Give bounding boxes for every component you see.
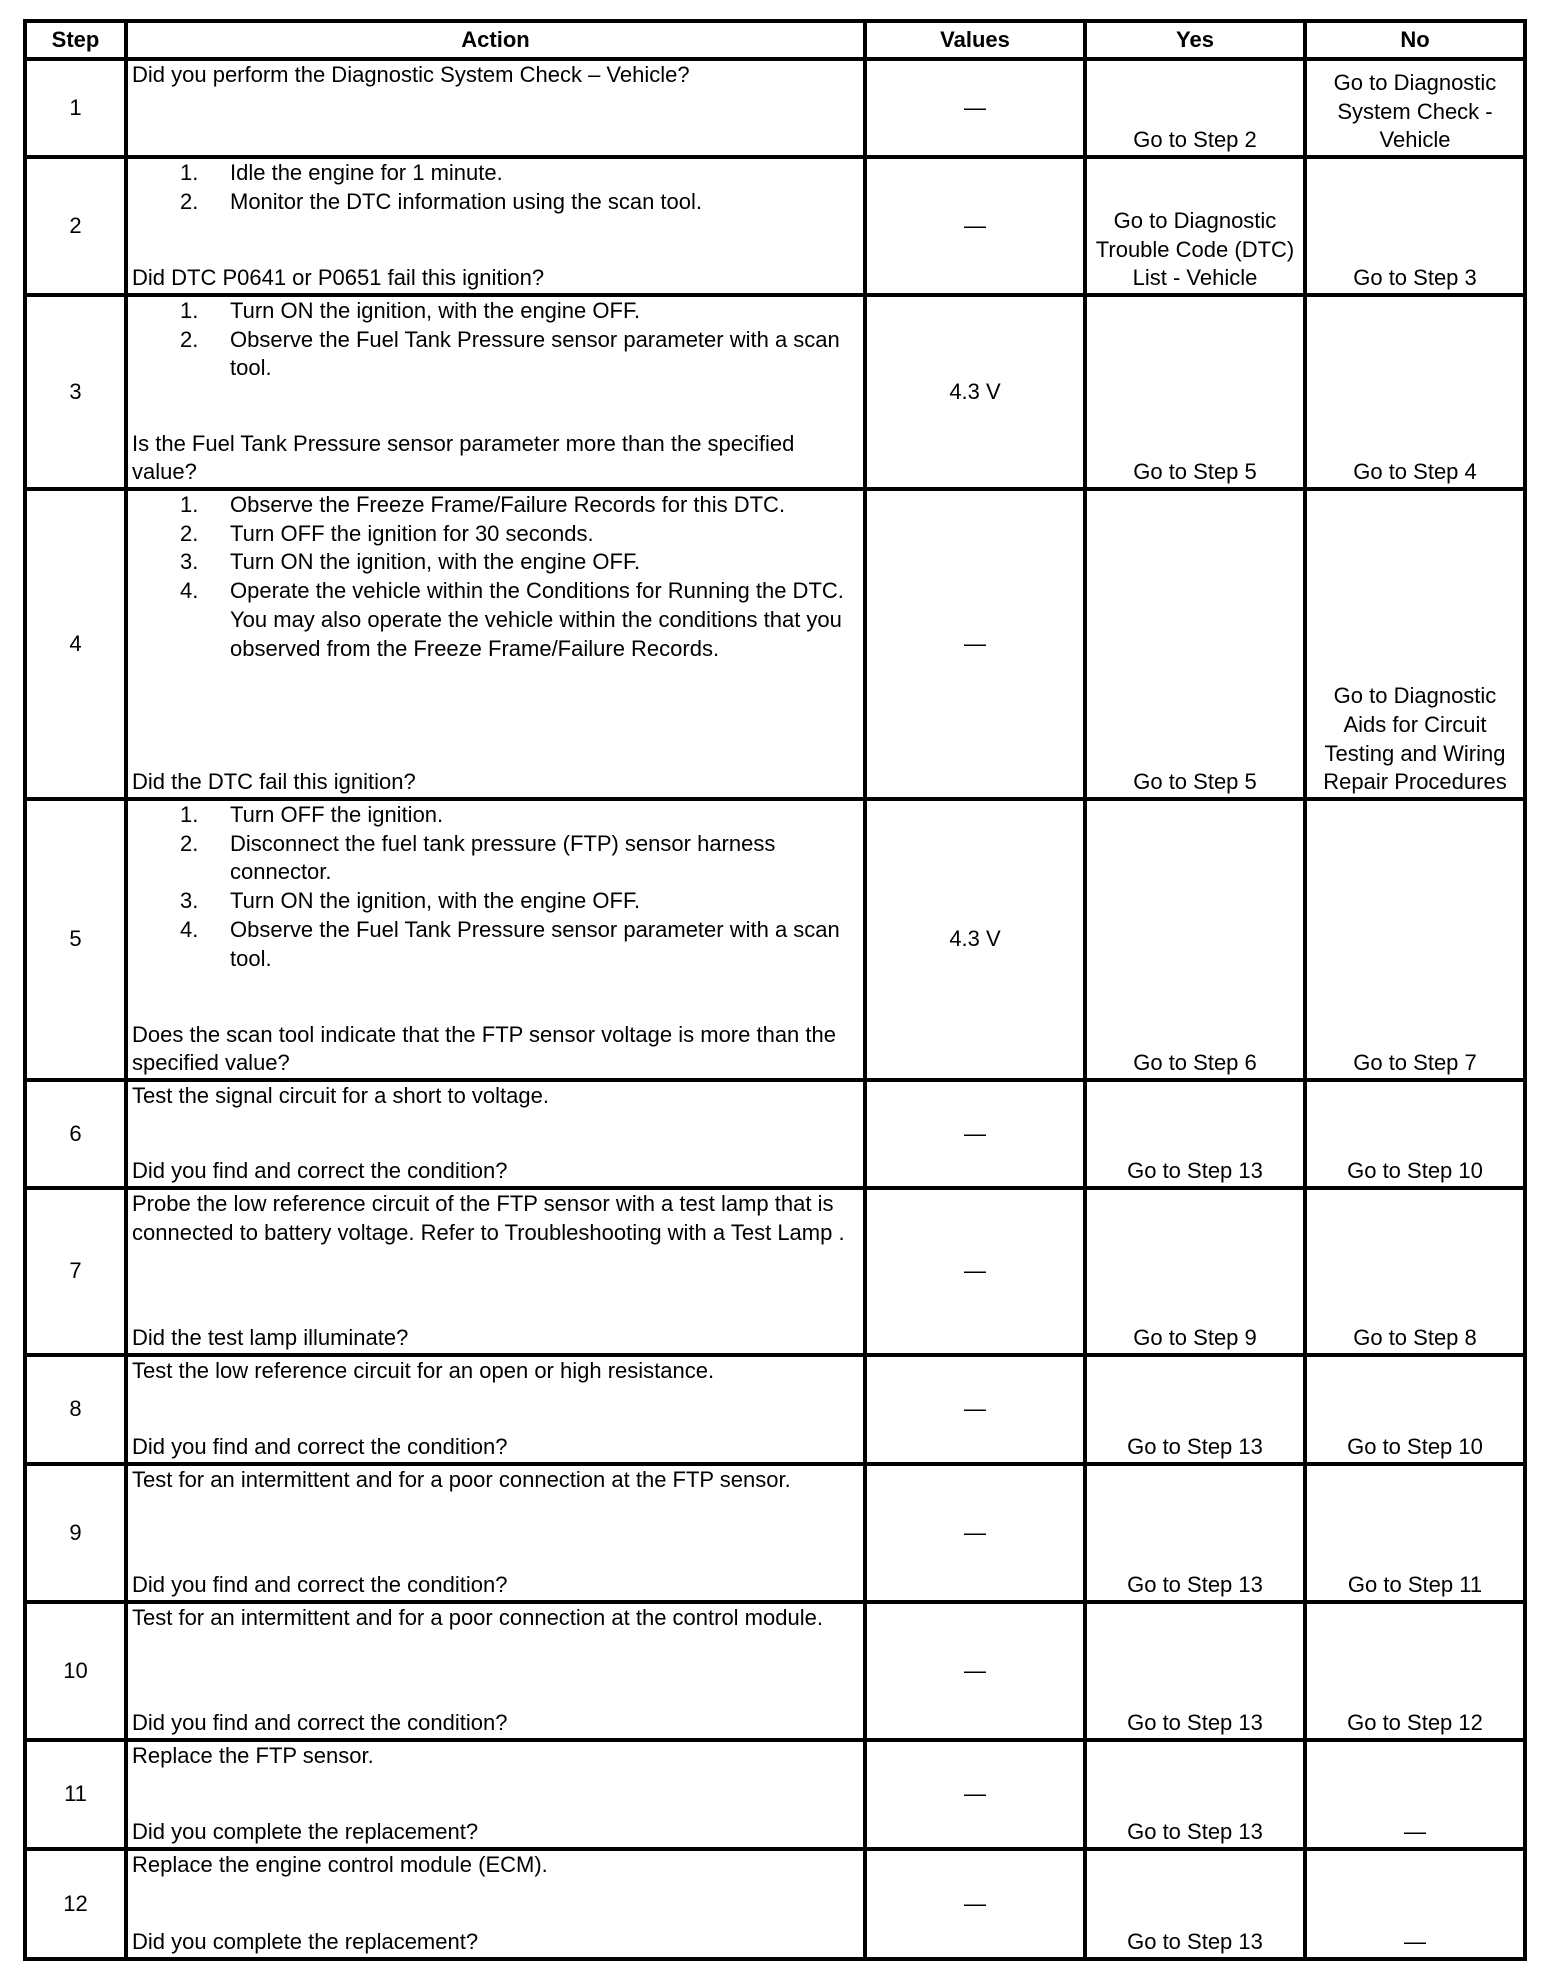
action-list-item bbox=[132, 159, 859, 188]
yes-cell: Go to Step 5 bbox=[1085, 295, 1305, 489]
action-steps bbox=[132, 491, 859, 663]
action-question: Did you complete the replacement? bbox=[132, 1929, 479, 1955]
action-list-item bbox=[132, 188, 859, 217]
list-text: Turn ON the ignition, with the engine OFF. bbox=[230, 298, 641, 323]
yes-cell: Go to Diagnostic Trouble Code (DTC) List - Vehicle bbox=[1085, 157, 1305, 295]
table-row bbox=[25, 1188, 1525, 1355]
action-content bbox=[132, 61, 859, 155]
action-text: Test the signal circuit for a short to voltage. bbox=[132, 1083, 549, 1108]
list-text: Monitor the DTC information using the scan tool. bbox=[230, 188, 703, 214]
action-question: Did the DTC fail this ignition? bbox=[132, 769, 416, 795]
value-cell: — bbox=[865, 1602, 1085, 1740]
no-cell: — bbox=[1305, 1849, 1525, 1959]
action-question: Does the scan tool indicate that the FTP sensor voltage is more than the specified value? bbox=[132, 1021, 836, 1076]
action-list-item bbox=[132, 577, 859, 663]
action-text: Test for an intermittent and for a poor connection at the FTP sensor. bbox=[132, 1467, 791, 1492]
list-number: 2. bbox=[180, 520, 199, 546]
action-question: Did the test lamp illuminate? bbox=[132, 1325, 409, 1351]
table-row bbox=[25, 157, 1525, 295]
action-cell bbox=[126, 157, 865, 295]
action-list-item bbox=[132, 830, 859, 887]
list-number: 3. bbox=[180, 549, 199, 575]
header-no: No bbox=[1305, 21, 1525, 59]
list-text: Observe the Freeze Frame/Failure Records for this DTC. bbox=[230, 492, 786, 517]
action-content bbox=[132, 1742, 859, 1847]
yes-cell: Go to Step 6 bbox=[1085, 799, 1305, 1080]
step-number: 7 bbox=[25, 1188, 126, 1355]
no-cell: Go to Diagnostic System Check - Vehicle bbox=[1305, 59, 1525, 157]
list-text: Turn ON the ignition, with the engine OFF. bbox=[230, 888, 641, 914]
no-cell: Go to Diagnostic Aids for Circuit Testing and Wiring Repair Procedures bbox=[1305, 489, 1525, 799]
yes-cell: Go to Step 13 bbox=[1085, 1849, 1305, 1959]
list-text: Turn OFF the ignition for 30 seconds. bbox=[230, 520, 594, 546]
value-cell: — bbox=[865, 157, 1085, 295]
list-number: 1. bbox=[180, 298, 199, 323]
action-question: Did you find and correct the condition? bbox=[132, 1434, 508, 1460]
action-content bbox=[132, 1190, 859, 1353]
action-list-item bbox=[132, 520, 859, 549]
yes-cell: Go to Step 13 bbox=[1085, 1355, 1305, 1464]
action-cell bbox=[126, 1188, 865, 1355]
action-steps bbox=[132, 159, 859, 216]
list-text: Idle the engine for 1 minute. bbox=[230, 160, 503, 185]
action-text: Replace the FTP sensor. bbox=[132, 1743, 374, 1768]
list-text: Operate the vehicle within the Conditions for Running the DTC. You may also operate the vehicle within the conditions that you observed from the Freeze Frame/Failure Records. bbox=[230, 578, 844, 661]
yes-cell: Go to Step 5 bbox=[1085, 489, 1305, 799]
table-row bbox=[25, 1080, 1525, 1188]
list-text: Turn OFF the ignition. bbox=[230, 802, 444, 827]
step-number: 4 bbox=[25, 489, 126, 799]
no-cell: Go to Step 11 bbox=[1305, 1464, 1525, 1602]
no-cell: Go to Step 10 bbox=[1305, 1355, 1525, 1464]
table-row bbox=[25, 1464, 1525, 1602]
no-cell: Go to Step 12 bbox=[1305, 1602, 1525, 1740]
step-number: 12 bbox=[25, 1849, 126, 1959]
action-question: Did you find and correct the condition? bbox=[132, 1158, 508, 1184]
action-text: Test the low reference circuit for an open or high resistance. bbox=[132, 1358, 715, 1383]
header-action: Action bbox=[126, 21, 865, 59]
action-content bbox=[132, 801, 859, 1078]
list-text: Observe the Fuel Tank Pressure sensor parameter with a scan tool. bbox=[230, 326, 840, 381]
yes-cell: Go to Step 13 bbox=[1085, 1464, 1305, 1602]
action-cell bbox=[126, 1849, 865, 1959]
list-number: 1. bbox=[180, 492, 199, 517]
action-content bbox=[132, 159, 859, 293]
value-cell: — bbox=[865, 59, 1085, 157]
action-text: Replace the engine control module (ECM). bbox=[132, 1852, 548, 1877]
yes-cell: Go to Step 13 bbox=[1085, 1740, 1305, 1849]
action-question: Did you find and correct the condition? bbox=[132, 1572, 508, 1598]
yes-cell: Go to Step 13 bbox=[1085, 1602, 1305, 1740]
value-cell: 4.3 V bbox=[865, 799, 1085, 1080]
action-list-item bbox=[132, 491, 859, 520]
table-row bbox=[25, 489, 1525, 799]
list-number: 3. bbox=[180, 888, 199, 914]
action-text: Probe the low reference circuit of the FTP sensor with a test lamp that is connected to battery voltage. Refer to Troubleshooting with a Test Lamp . bbox=[132, 1191, 845, 1245]
action-list-item bbox=[132, 548, 859, 577]
action-content bbox=[132, 1604, 859, 1738]
action-list-item bbox=[132, 326, 859, 383]
action-list-item bbox=[132, 916, 859, 973]
action-cell bbox=[126, 295, 865, 489]
action-question: Did DTC P0641 or P0651 fail this ignition? bbox=[132, 265, 545, 291]
step-number: 9 bbox=[25, 1464, 126, 1602]
header-row bbox=[25, 21, 1525, 59]
header-yes: Yes bbox=[1085, 21, 1305, 59]
table-row bbox=[25, 59, 1525, 157]
list-number: 2. bbox=[180, 326, 199, 352]
step-number: 10 bbox=[25, 1602, 126, 1740]
value-cell: — bbox=[865, 1080, 1085, 1188]
action-content bbox=[132, 1082, 859, 1186]
action-cell bbox=[126, 1602, 865, 1740]
table-row bbox=[25, 1740, 1525, 1849]
diagnostic-table bbox=[23, 19, 1527, 1961]
action-question: Did you perform the Diagnostic System Check – Vehicle? bbox=[132, 62, 690, 87]
value-cell: — bbox=[865, 1188, 1085, 1355]
action-cell bbox=[126, 59, 865, 157]
no-cell: Go to Step 3 bbox=[1305, 157, 1525, 295]
action-cell bbox=[126, 1355, 865, 1464]
list-number: 4. bbox=[180, 578, 199, 604]
table-row bbox=[25, 1602, 1525, 1740]
list-number: 4. bbox=[180, 916, 199, 942]
step-number: 3 bbox=[25, 295, 126, 489]
list-text: Disconnect the fuel tank pressure (FTP) sensor harness connector. bbox=[230, 830, 776, 885]
action-list-item bbox=[132, 297, 859, 326]
step-number: 11 bbox=[25, 1740, 126, 1849]
action-cell bbox=[126, 1464, 865, 1602]
action-question: Did you complete the replacement? bbox=[132, 1819, 479, 1845]
step-number: 8 bbox=[25, 1355, 126, 1464]
no-cell: Go to Step 7 bbox=[1305, 799, 1525, 1080]
yes-cell: Go to Step 9 bbox=[1085, 1188, 1305, 1355]
action-list-item bbox=[132, 887, 859, 916]
value-cell: — bbox=[865, 1740, 1085, 1849]
yes-cell: Go to Step 13 bbox=[1085, 1080, 1305, 1188]
header-step: Step bbox=[25, 21, 126, 59]
action-content bbox=[132, 297, 859, 487]
list-text: Turn ON the ignition, with the engine OFF. bbox=[230, 549, 641, 575]
step-number: 1 bbox=[25, 59, 126, 157]
action-steps bbox=[132, 801, 859, 973]
action-cell bbox=[126, 1080, 865, 1188]
action-content bbox=[132, 1851, 859, 1957]
value-cell: — bbox=[865, 1355, 1085, 1464]
action-list-item bbox=[132, 801, 859, 830]
action-steps bbox=[132, 297, 859, 383]
action-cell bbox=[126, 799, 865, 1080]
table-row bbox=[25, 1355, 1525, 1464]
step-number: 6 bbox=[25, 1080, 126, 1188]
value-cell: — bbox=[865, 489, 1085, 799]
no-cell: Go to Step 10 bbox=[1305, 1080, 1525, 1188]
table-row bbox=[25, 295, 1525, 489]
table-row bbox=[25, 1849, 1525, 1959]
action-cell bbox=[126, 1740, 865, 1849]
list-number: 2. bbox=[180, 830, 199, 856]
action-content bbox=[132, 491, 859, 797]
step-number: 5 bbox=[25, 799, 126, 1080]
yes-cell: Go to Step 2 bbox=[1085, 59, 1305, 157]
value-cell: — bbox=[865, 1464, 1085, 1602]
action-content bbox=[132, 1357, 859, 1462]
header-values: Values bbox=[865, 21, 1085, 59]
list-number: 1. bbox=[180, 802, 199, 827]
step-number: 2 bbox=[25, 157, 126, 295]
no-cell: Go to Step 8 bbox=[1305, 1188, 1525, 1355]
no-cell: — bbox=[1305, 1740, 1525, 1849]
action-content bbox=[132, 1466, 859, 1600]
list-number: 2. bbox=[180, 188, 199, 214]
list-text: Observe the Fuel Tank Pressure sensor parameter with a scan tool. bbox=[230, 916, 840, 971]
no-cell: Go to Step 4 bbox=[1305, 295, 1525, 489]
action-cell bbox=[126, 489, 865, 799]
action-text: Test for an intermittent and for a poor connection at the control module. bbox=[132, 1605, 823, 1630]
action-question: Did you find and correct the condition? bbox=[132, 1710, 508, 1736]
value-cell: 4.3 V bbox=[865, 295, 1085, 489]
value-cell: — bbox=[865, 1849, 1085, 1959]
action-question: Is the Fuel Tank Pressure sensor parameter more than the specified value? bbox=[132, 430, 795, 485]
list-number: 1. bbox=[180, 160, 199, 185]
table-row bbox=[25, 799, 1525, 1080]
